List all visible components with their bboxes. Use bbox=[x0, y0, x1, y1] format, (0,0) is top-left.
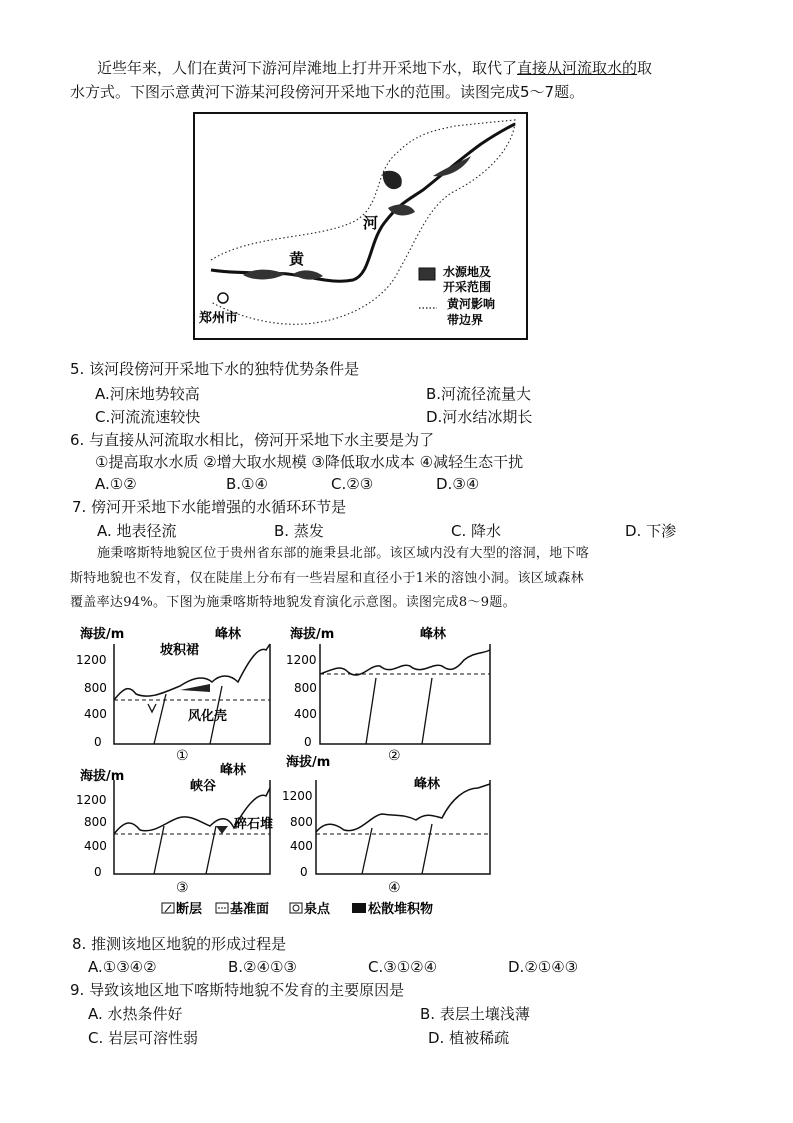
passage2-line2: 斯特地貌也不发育，仅在陡崖上分布有一些岩屋和直径小于1米的溶蚀小洞。该区域森林 bbox=[70, 571, 584, 586]
q5-option-a[interactable]: A.河床地势较高 bbox=[95, 385, 200, 403]
panel1-slope-label: 坡积裙 bbox=[160, 643, 200, 658]
panel3-tick: 400 bbox=[84, 839, 107, 853]
q7-option-d[interactable]: D. 下渗 bbox=[625, 522, 677, 540]
q8-option-c[interactable]: C.③①②④ bbox=[368, 958, 438, 976]
q9-stem: 9. 导致该地区地下喀斯特地貌不发育的主要原因是 bbox=[70, 981, 405, 999]
q9-option-b[interactable]: B. 表层土壤浅薄 bbox=[420, 1005, 530, 1023]
panel-3 bbox=[76, 762, 273, 896]
passage2-line1: 施秉喀斯特地貌区位于贵州省东部的施秉县北部。该区域内没有大型的溶洞，地下喀 bbox=[97, 546, 590, 561]
karst-legend bbox=[162, 901, 433, 917]
panel4-tick: 400 bbox=[290, 839, 313, 853]
river-label-huang: 黄 bbox=[289, 250, 305, 268]
panel-2 bbox=[286, 626, 490, 764]
panel3-gorge-label: 峡谷 bbox=[190, 779, 217, 794]
panel2-tick: 1200 bbox=[286, 653, 317, 667]
panel3-tick: 0 bbox=[94, 865, 102, 879]
legend-water-swatch bbox=[419, 268, 435, 280]
q7-stem: 7. 傍河开采地下水能增强的水循环环节是 bbox=[72, 498, 347, 516]
q5-stem: 5. 该河段傍河开采地下水的独特优势条件是 bbox=[70, 360, 360, 378]
legend-water-label-2: 开采范围 bbox=[443, 280, 492, 294]
panel2-peak-label: 峰林 bbox=[420, 627, 447, 642]
panel4-tick: 0 bbox=[300, 865, 308, 879]
panel1-peak-label: 峰林 bbox=[215, 627, 242, 642]
passage1-underlined: 直接从河流取水的 bbox=[517, 59, 638, 77]
q7-option-b[interactable]: B. 蒸发 bbox=[274, 522, 324, 540]
panel1-tick: 800 bbox=[84, 681, 107, 695]
q6-stem: 6. 与直接从河流取水相比，傍河开采地下水主要是为了 bbox=[70, 431, 435, 449]
q8-option-a[interactable]: A.①③④② bbox=[88, 958, 157, 976]
legend-base-label: 基准面 bbox=[230, 902, 270, 917]
q6-option-d[interactable]: D.③④ bbox=[436, 475, 480, 493]
panel3-yaxis-label: 海拔/m bbox=[80, 769, 125, 784]
panel-4 bbox=[282, 754, 490, 896]
passage1-text: 近些年来，人们在黄河下游河岸滩地上打井开采地下水，取代了 bbox=[97, 59, 518, 77]
legend-water-label-1: 水源地及 bbox=[443, 265, 492, 279]
q7-option-a[interactable]: A. 地表径流 bbox=[97, 522, 177, 540]
panel4-tick: 1200 bbox=[282, 789, 313, 803]
q6-option-a[interactable]: A.①② bbox=[95, 475, 137, 493]
panel4-tick: 800 bbox=[290, 815, 313, 829]
q7-option-c[interactable]: C. 降水 bbox=[451, 522, 502, 540]
q9-option-a[interactable]: A. 水热条件好 bbox=[88, 1005, 183, 1023]
q9-option-d[interactable]: D. 植被稀疏 bbox=[428, 1029, 510, 1047]
city-marker bbox=[218, 293, 228, 303]
q8-stem: 8. 推测该地区地貌的形成过程是 bbox=[72, 935, 287, 953]
panel3-tick: 1200 bbox=[76, 793, 107, 807]
q5-option-b[interactable]: B.河流径流量大 bbox=[426, 385, 532, 403]
legend-loose-label: 松散堆积物 bbox=[368, 902, 434, 917]
passage2-line3: 覆盖率达94%。下图为施秉喀斯特地貌发育演化示意图。读图完成8～9题。 bbox=[70, 595, 516, 610]
panel-1 bbox=[76, 626, 270, 764]
panel1-tick: 400 bbox=[84, 707, 107, 721]
passage1-line1 bbox=[97, 56, 652, 80]
panel1-tick: 0 bbox=[94, 735, 102, 749]
panel4-peak-label: 峰林 bbox=[414, 777, 441, 792]
panel3-debris-label: 碎石堆 bbox=[234, 817, 274, 832]
q6-option-c[interactable]: C.②③ bbox=[331, 475, 374, 493]
q5-option-c[interactable]: C.河流流速较快 bbox=[95, 408, 201, 426]
panel3-peak-label: 峰林 bbox=[220, 763, 247, 778]
city-label: 郑州市 bbox=[199, 311, 239, 326]
q8-option-d[interactable]: D.②①④③ bbox=[508, 958, 579, 976]
panel2-tick: 800 bbox=[294, 681, 317, 695]
q5-option-d[interactable]: D.河水结冰期长 bbox=[426, 408, 533, 426]
panel1-weather-label: 风化壳 bbox=[188, 709, 228, 724]
yellow-river-map bbox=[193, 112, 528, 340]
panel3-number: ③ bbox=[176, 880, 189, 896]
panel1-yaxis-label: 海拔/m bbox=[80, 627, 125, 642]
panel2-yaxis-label: 海拔/m bbox=[290, 627, 335, 642]
panel2-tick: 0 bbox=[304, 735, 312, 749]
q8-option-b[interactable]: B.②④①③ bbox=[228, 958, 297, 976]
legend-spring-label: 泉点 bbox=[304, 902, 331, 917]
passage1-text-end: 取 bbox=[637, 59, 653, 77]
legend-fault-label: 断层 bbox=[176, 902, 203, 917]
legend-boundary-label-1: 黄河影响 bbox=[447, 297, 496, 311]
panel4-number: ④ bbox=[388, 880, 401, 896]
panel1-tick: 1200 bbox=[76, 653, 107, 667]
panel1-number: ① bbox=[176, 748, 189, 764]
q9-option-c[interactable]: C. 岩层可溶性弱 bbox=[88, 1029, 199, 1047]
legend-boundary-label-2: 带边界 bbox=[447, 313, 484, 327]
karst-evolution-figure bbox=[70, 620, 500, 920]
panel4-yaxis-label: 海拔/m bbox=[286, 755, 331, 770]
river-label-he: 河 bbox=[363, 214, 379, 232]
panel2-number: ② bbox=[388, 748, 401, 764]
passage1-line2: 水方式。下图示意黄河下游某河段傍河开采地下水的范围。读图完成5～7题。 bbox=[70, 83, 585, 101]
panel3-tick: 800 bbox=[84, 815, 107, 829]
q6-option-b[interactable]: B.①④ bbox=[226, 475, 268, 493]
q6-items: ①提高取水水质 ②增大取水规模 ③降低取水成本 ④减轻生态干扰 bbox=[95, 453, 524, 471]
panel2-tick: 400 bbox=[294, 707, 317, 721]
